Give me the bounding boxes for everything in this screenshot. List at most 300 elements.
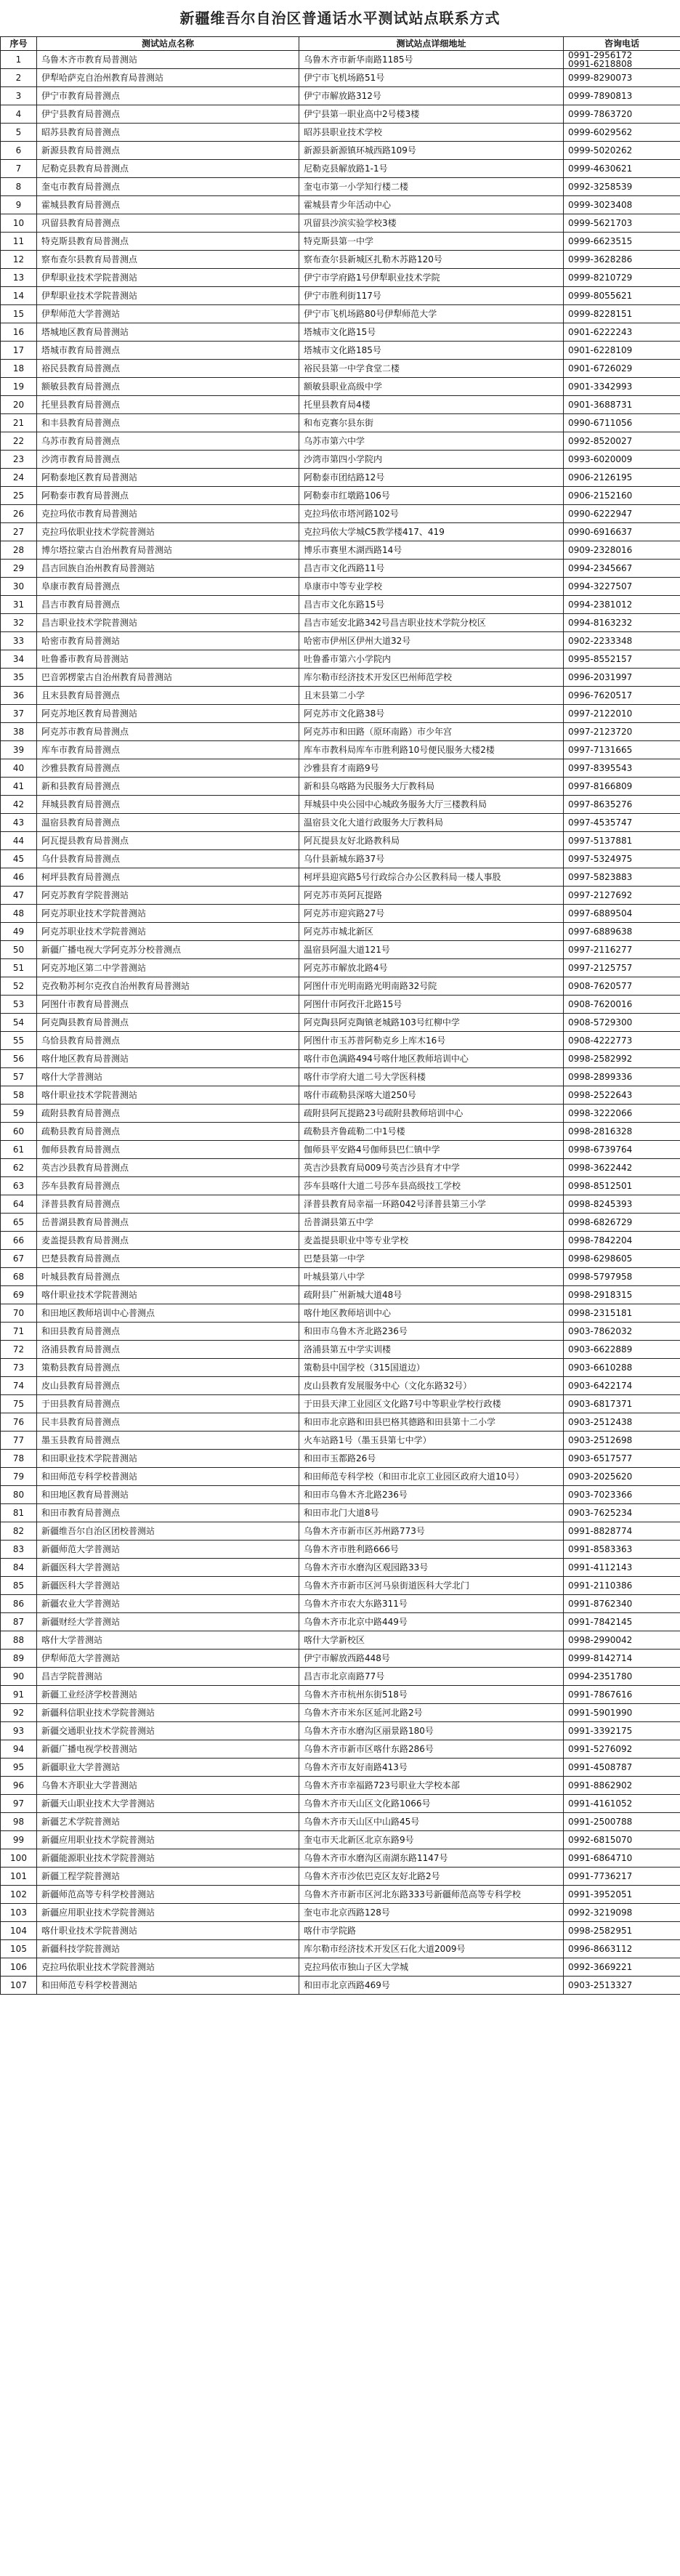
cell-phone bbox=[564, 523, 680, 541]
cell-phone bbox=[564, 1395, 680, 1413]
cell-site-address: 乌鲁木齐市沙依巴克区友好北路2号 bbox=[299, 1868, 564, 1886]
table-row bbox=[1, 1577, 680, 1595]
phone-number: 0991-2110386 bbox=[568, 1580, 633, 1591]
cell-site-address: 阿克陶县阿克陶镇老城路103号红柳中学 bbox=[299, 1014, 564, 1032]
cell-phone bbox=[564, 796, 680, 814]
cell-phone bbox=[564, 69, 680, 87]
phone-number: 0993-6020009 bbox=[568, 454, 633, 464]
cell-site-address: 喀什市学府大道二号大学医科楼 bbox=[299, 1068, 564, 1086]
table-row bbox=[1, 923, 680, 941]
phone-number: 0902-2233348 bbox=[568, 636, 633, 646]
phone-number: 0999-6029562 bbox=[568, 127, 633, 137]
cell-index: 39 bbox=[1, 741, 37, 759]
cell-index: 63 bbox=[1, 1177, 37, 1195]
phone-number: 0992-3219098 bbox=[568, 1907, 633, 1918]
table-row bbox=[1, 342, 680, 360]
table-row bbox=[1, 1304, 680, 1323]
cell-phone bbox=[564, 305, 680, 323]
phone-number: 0906-2152160 bbox=[568, 490, 633, 501]
phone-number: 0998-6826729 bbox=[568, 1217, 633, 1227]
cell-site-address: 塔城市文化路185号 bbox=[299, 342, 564, 360]
cell-index: 43 bbox=[1, 814, 37, 832]
cell-index: 58 bbox=[1, 1086, 37, 1105]
cell-phone bbox=[564, 905, 680, 923]
cell-site-name: 克拉玛依职业技术学院普测站 bbox=[37, 1958, 299, 1977]
cell-phone bbox=[564, 1105, 680, 1123]
cell-site-name: 昌吉回族自治州教育局普测站 bbox=[37, 560, 299, 578]
phone-number: 0994-2351780 bbox=[568, 1671, 633, 1681]
cell-site-address: 伊宁市胜利街117号 bbox=[299, 287, 564, 305]
cell-index: 35 bbox=[1, 669, 37, 687]
phone-number: 0995-8552157 bbox=[568, 654, 633, 664]
cell-phone bbox=[564, 1886, 680, 1904]
phone-number: 0994-8163232 bbox=[568, 618, 633, 628]
cell-index: 15 bbox=[1, 305, 37, 323]
table-row bbox=[1, 560, 680, 578]
cell-site-name: 乌什县教育局普测点 bbox=[37, 850, 299, 868]
cell-phone bbox=[564, 1613, 680, 1631]
phone-number: 0999-3023408 bbox=[568, 200, 633, 210]
cell-index: 32 bbox=[1, 614, 37, 632]
cell-phone bbox=[564, 1795, 680, 1813]
cell-phone bbox=[564, 1432, 680, 1450]
cell-index: 6 bbox=[1, 142, 37, 160]
cell-index: 5 bbox=[1, 124, 37, 142]
cell-site-name: 麦盖提县教育局普测点 bbox=[37, 1232, 299, 1250]
cell-site-address: 和田市北京西路469号 bbox=[299, 1977, 564, 1995]
table-header-row bbox=[1, 37, 680, 51]
cell-site-address: 塔城市文化路15号 bbox=[299, 323, 564, 342]
cell-index: 107 bbox=[1, 1977, 37, 1995]
cell-site-address: 乌鲁木齐市友好南路413号 bbox=[299, 1759, 564, 1777]
cell-phone bbox=[564, 1359, 680, 1377]
cell-site-name: 且末县教育局普测点 bbox=[37, 687, 299, 705]
cell-site-address: 和田市乌鲁木齐北路236号 bbox=[299, 1486, 564, 1504]
table-row bbox=[1, 1086, 680, 1105]
cell-site-address: 裕民县第一中学食堂二楼 bbox=[299, 360, 564, 378]
cell-phone bbox=[564, 1468, 680, 1486]
phone-number: 0908-5729300 bbox=[568, 1017, 633, 1027]
cell-site-address: 昌吉市文化东路15号 bbox=[299, 596, 564, 614]
cell-site-address: 哈密市伊州区伊州大道32号 bbox=[299, 632, 564, 650]
cell-index: 66 bbox=[1, 1232, 37, 1250]
phone-number: 0991-8862902 bbox=[568, 1780, 633, 1790]
cell-site-name: 和田地区教育局普测站 bbox=[37, 1486, 299, 1504]
cell-site-name: 疏勒县教育局普测点 bbox=[37, 1123, 299, 1141]
cell-site-name: 新疆维吾尔自治区团校普测站 bbox=[37, 1522, 299, 1541]
table-row bbox=[1, 1232, 680, 1250]
cell-site-address: 喀什地区教师培训中心 bbox=[299, 1304, 564, 1323]
cell-phone bbox=[564, 1141, 680, 1159]
table-row bbox=[1, 850, 680, 868]
cell-phone bbox=[564, 51, 680, 69]
phone-number: 0994-2345667 bbox=[568, 563, 633, 573]
cell-phone bbox=[564, 414, 680, 432]
cell-index: 77 bbox=[1, 1432, 37, 1450]
cell-index: 10 bbox=[1, 214, 37, 233]
cell-phone bbox=[564, 251, 680, 269]
cell-index: 57 bbox=[1, 1068, 37, 1086]
table-row bbox=[1, 1595, 680, 1613]
cell-index: 16 bbox=[1, 323, 37, 342]
cell-index: 14 bbox=[1, 287, 37, 305]
phone-number: 0991-8762340 bbox=[568, 1599, 633, 1609]
cell-site-name: 喀什职业技术学院普测站 bbox=[37, 1286, 299, 1304]
phone-number: 0990-6222947 bbox=[568, 509, 633, 519]
cell-index: 65 bbox=[1, 1214, 37, 1232]
cell-site-address: 岳普湖县第五中学 bbox=[299, 1214, 564, 1232]
table-row bbox=[1, 1123, 680, 1141]
phone-number: 0999-8290073 bbox=[568, 73, 633, 83]
phone-number: 0999-6623515 bbox=[568, 236, 633, 246]
table-row bbox=[1, 596, 680, 614]
table-row bbox=[1, 1940, 680, 1958]
table-row bbox=[1, 1668, 680, 1686]
cell-site-name: 伊犁职业技术学院普测站 bbox=[37, 287, 299, 305]
phone-number: 0996-7620517 bbox=[568, 690, 633, 700]
cell-phone bbox=[564, 923, 680, 941]
cell-index: 61 bbox=[1, 1141, 37, 1159]
phone-number: 0991-6218808 bbox=[568, 59, 633, 69]
cell-phone bbox=[564, 124, 680, 142]
cell-phone bbox=[564, 160, 680, 178]
phone-number: 0991-3952051 bbox=[568, 1889, 633, 1899]
cell-site-address: 伊宁县第一职业高中2号楼3楼 bbox=[299, 105, 564, 124]
table-row bbox=[1, 759, 680, 778]
phone-number: 0997-2127692 bbox=[568, 890, 633, 900]
cell-phone bbox=[564, 1214, 680, 1232]
cell-phone bbox=[564, 1922, 680, 1940]
cell-phone bbox=[564, 1123, 680, 1141]
cell-site-address: 托里县教育局4楼 bbox=[299, 396, 564, 414]
cell-phone bbox=[564, 1686, 680, 1704]
cell-phone bbox=[564, 1831, 680, 1849]
cell-site-name: 疏附县教育局普测点 bbox=[37, 1105, 299, 1123]
cell-site-address: 阿图什市光明南路光明南路32号院 bbox=[299, 977, 564, 996]
cell-phone bbox=[564, 1577, 680, 1595]
phone-number: 0903-6817371 bbox=[568, 1399, 633, 1409]
cell-phone bbox=[564, 323, 680, 342]
table-row bbox=[1, 1032, 680, 1050]
cell-site-name: 塔城市教育局普测点 bbox=[37, 342, 299, 360]
cell-site-address: 沙雅县育才南路9号 bbox=[299, 759, 564, 778]
phone-number: 0992-6815070 bbox=[568, 1835, 633, 1845]
header-index: 序号 bbox=[1, 37, 37, 51]
cell-site-address: 巴楚县第一中学 bbox=[299, 1250, 564, 1268]
cell-site-name: 阿克苏职业技术学院普测站 bbox=[37, 905, 299, 923]
table-row bbox=[1, 887, 680, 905]
cell-phone bbox=[564, 1650, 680, 1668]
cell-site-name: 新疆师范大学普测站 bbox=[37, 1541, 299, 1559]
phone-number: 0903-2512698 bbox=[568, 1435, 633, 1445]
cell-site-name: 阿克苏教育学院普测站 bbox=[37, 887, 299, 905]
cell-phone bbox=[564, 87, 680, 105]
cell-site-name: 尼勒克县教育局普测点 bbox=[37, 160, 299, 178]
cell-phone bbox=[564, 741, 680, 759]
cell-site-address: 阿勒泰市团结路12号 bbox=[299, 469, 564, 487]
phone-number: 0909-2328016 bbox=[568, 545, 633, 555]
table-row bbox=[1, 124, 680, 142]
cell-phone bbox=[564, 1868, 680, 1886]
cell-index: 94 bbox=[1, 1740, 37, 1759]
cell-index: 56 bbox=[1, 1050, 37, 1068]
table-row bbox=[1, 1813, 680, 1831]
cell-phone bbox=[564, 1704, 680, 1722]
cell-phone bbox=[564, 1068, 680, 1086]
cell-index: 3 bbox=[1, 87, 37, 105]
cell-phone bbox=[564, 505, 680, 523]
cell-site-address: 阿克苏市英阿瓦提路 bbox=[299, 887, 564, 905]
cell-site-name: 克孜勒苏柯尔克孜自治州教育局普测站 bbox=[37, 977, 299, 996]
cell-site-name: 喀什大学普测站 bbox=[37, 1068, 299, 1086]
phone-number: 0999-8142714 bbox=[568, 1653, 633, 1663]
cell-phone bbox=[564, 1940, 680, 1958]
table-row bbox=[1, 541, 680, 560]
cell-site-name: 伊宁县教育局普测点 bbox=[37, 105, 299, 124]
cell-index: 89 bbox=[1, 1650, 37, 1668]
phone-number: 0903-6610288 bbox=[568, 1362, 633, 1373]
cell-phone bbox=[564, 1341, 680, 1359]
cell-phone bbox=[564, 287, 680, 305]
cell-index: 46 bbox=[1, 868, 37, 887]
cell-index: 72 bbox=[1, 1341, 37, 1359]
cell-index: 13 bbox=[1, 269, 37, 287]
cell-phone bbox=[564, 1958, 680, 1977]
cell-site-address: 乌鲁木齐市水磨沟区南湖东路1147号 bbox=[299, 1849, 564, 1868]
phone-number: 0997-5137881 bbox=[568, 836, 633, 846]
cell-site-name: 新疆医科大学普测站 bbox=[37, 1577, 299, 1595]
cell-phone bbox=[564, 1904, 680, 1922]
cell-site-name: 拜城县教育局普测点 bbox=[37, 796, 299, 814]
cell-site-name: 喀什职业技术学院普测站 bbox=[37, 1086, 299, 1105]
cell-site-address: 克拉玛依市独山子区大学城 bbox=[299, 1958, 564, 1977]
cell-site-address: 乌鲁木齐市胜利路666号 bbox=[299, 1541, 564, 1559]
cell-site-name: 皮山县教育局普测点 bbox=[37, 1377, 299, 1395]
table-row bbox=[1, 1159, 680, 1177]
cell-site-address: 于田县天津工业园区文化路7号中等职业学校行政楼 bbox=[299, 1395, 564, 1413]
phone-number: 0999-7890813 bbox=[568, 91, 633, 101]
phone-number: 0998-2582992 bbox=[568, 1054, 633, 1064]
cell-site-address: 喀什大学新校区 bbox=[299, 1631, 564, 1650]
cell-site-name: 阜康市教育局普测点 bbox=[37, 578, 299, 596]
cell-site-address: 柯坪县迎宾路5号行政综合办公区教科局一楼人事股 bbox=[299, 868, 564, 887]
cell-site-name: 伊犁职业技术学院普测站 bbox=[37, 269, 299, 287]
phone-number: 0998-2582951 bbox=[568, 1926, 633, 1936]
table-row bbox=[1, 959, 680, 977]
cell-site-name: 和田市教育局普测点 bbox=[37, 1504, 299, 1522]
cell-phone bbox=[564, 1777, 680, 1795]
table-row bbox=[1, 1177, 680, 1195]
cell-phone bbox=[564, 814, 680, 832]
table-row bbox=[1, 323, 680, 342]
cell-index: 48 bbox=[1, 905, 37, 923]
cell-site-address: 乌鲁木齐市新市区苏州路773号 bbox=[299, 1522, 564, 1541]
cell-site-name: 库车市教育局普测点 bbox=[37, 741, 299, 759]
cell-site-name: 克拉玛依职业技术学院普测站 bbox=[37, 523, 299, 541]
phone-number: 0999-5621703 bbox=[568, 218, 633, 228]
cell-site-address: 乌鲁木齐市新市区喀什东路286号 bbox=[299, 1740, 564, 1759]
cell-index: 25 bbox=[1, 487, 37, 505]
cell-phone bbox=[564, 1559, 680, 1577]
cell-site-address: 阿克苏市解放北路4号 bbox=[299, 959, 564, 977]
cell-phone bbox=[564, 1413, 680, 1432]
cell-site-name: 新源县教育局普测点 bbox=[37, 142, 299, 160]
table-row bbox=[1, 1413, 680, 1432]
cell-site-address: 察布查尔县新城区扎勒木苏路120号 bbox=[299, 251, 564, 269]
cell-site-name: 柯坪县教育局普测点 bbox=[37, 868, 299, 887]
cell-index: 41 bbox=[1, 778, 37, 796]
cell-index: 67 bbox=[1, 1250, 37, 1268]
phone-number: 0991-2956172 bbox=[568, 50, 633, 60]
cell-site-name: 博尔塔拉蒙古自治州教育局普测站 bbox=[37, 541, 299, 560]
cell-site-name: 沙湾市教育局普测点 bbox=[37, 451, 299, 469]
table-row bbox=[1, 1468, 680, 1486]
phone-number: 0997-2125757 bbox=[568, 963, 633, 973]
cell-site-address: 乌鲁木齐市新华南路1185号 bbox=[299, 51, 564, 69]
cell-site-address: 乌鲁木齐市水磨沟区观园路33号 bbox=[299, 1559, 564, 1577]
cell-index: 30 bbox=[1, 578, 37, 596]
cell-phone bbox=[564, 1668, 680, 1686]
cell-site-name: 阿克苏市教育局普测点 bbox=[37, 723, 299, 741]
cell-site-address: 奎屯市第一小学知行楼二楼 bbox=[299, 178, 564, 196]
cell-phone bbox=[564, 1304, 680, 1323]
cell-site-name: 新疆应用职业技术学院普测站 bbox=[37, 1904, 299, 1922]
cell-phone bbox=[564, 1377, 680, 1395]
cell-index: 50 bbox=[1, 941, 37, 959]
cell-site-name: 喀什职业技术学院普测站 bbox=[37, 1922, 299, 1940]
cell-site-address: 和布克赛尔县东街 bbox=[299, 414, 564, 432]
cell-site-address: 吐鲁番市第六小学院内 bbox=[299, 650, 564, 669]
cell-index: 34 bbox=[1, 650, 37, 669]
cell-phone bbox=[564, 778, 680, 796]
cell-site-name: 和田师范专科学校普测站 bbox=[37, 1977, 299, 1995]
table-row bbox=[1, 1286, 680, 1304]
cell-phone bbox=[564, 1323, 680, 1341]
table-row bbox=[1, 87, 680, 105]
table-row bbox=[1, 687, 680, 705]
cell-phone bbox=[564, 650, 680, 669]
table-row bbox=[1, 632, 680, 650]
phone-number: 0990-6711056 bbox=[568, 418, 633, 428]
phone-number: 0998-2315181 bbox=[568, 1308, 633, 1318]
cell-site-address: 和田市北京路和田县巴格其德路和田县第十二小学 bbox=[299, 1413, 564, 1432]
phone-number: 0901-3688731 bbox=[568, 400, 633, 410]
cell-site-name: 新疆师范高等专科学校普测站 bbox=[37, 1886, 299, 1904]
cell-site-address: 泽普县教育局幸福一环路042号泽普县第三小学 bbox=[299, 1195, 564, 1214]
cell-site-address: 伊宁市解放西路448号 bbox=[299, 1650, 564, 1668]
cell-site-address: 阜康市中等专业学校 bbox=[299, 578, 564, 596]
table-body bbox=[1, 51, 680, 1995]
table-row bbox=[1, 1559, 680, 1577]
table-row bbox=[1, 1432, 680, 1450]
page-title: 新疆维吾尔自治区普通话水平测试站点联系方式 bbox=[179, 9, 501, 27]
phone-number: 0903-6622889 bbox=[568, 1344, 633, 1354]
table-row bbox=[1, 378, 680, 396]
phone-number: 0999-5020262 bbox=[568, 145, 633, 156]
cell-site-name: 于田县教育局普测点 bbox=[37, 1395, 299, 1413]
cell-site-name: 新疆交通职业技术学院普测站 bbox=[37, 1722, 299, 1740]
cell-phone bbox=[564, 1977, 680, 1995]
table-row bbox=[1, 741, 680, 759]
table-row bbox=[1, 1195, 680, 1214]
table-row bbox=[1, 1486, 680, 1504]
cell-site-address: 乌鲁木齐市北京中路449号 bbox=[299, 1613, 564, 1631]
cell-site-address: 乌鲁木齐市天山区文化路1066号 bbox=[299, 1795, 564, 1813]
cell-index: 87 bbox=[1, 1613, 37, 1631]
table-row bbox=[1, 905, 680, 923]
cell-phone bbox=[564, 269, 680, 287]
cell-phone bbox=[564, 1032, 680, 1050]
cell-site-name: 托里县教育局普测点 bbox=[37, 396, 299, 414]
cell-site-address: 新源县新源镇环城西路109号 bbox=[299, 142, 564, 160]
phone-number: 0998-2990042 bbox=[568, 1635, 633, 1645]
phone-number: 0903-7023366 bbox=[568, 1490, 633, 1500]
cell-site-address: 叶城县第八中学 bbox=[299, 1268, 564, 1286]
cell-index: 70 bbox=[1, 1304, 37, 1323]
table-row bbox=[1, 1014, 680, 1032]
table-row bbox=[1, 178, 680, 196]
cell-phone bbox=[564, 596, 680, 614]
phone-number: 0998-6739764 bbox=[568, 1144, 633, 1155]
table-row bbox=[1, 451, 680, 469]
cell-phone bbox=[564, 1541, 680, 1559]
cell-phone bbox=[564, 541, 680, 560]
cell-phone bbox=[564, 1740, 680, 1759]
phone-number: 0991-5901990 bbox=[568, 1708, 633, 1718]
phone-number: 0998-8245393 bbox=[568, 1199, 633, 1209]
cell-site-name: 克拉玛依市教育局普测站 bbox=[37, 505, 299, 523]
cell-site-address: 乌鲁木齐市杭州东街518号 bbox=[299, 1686, 564, 1704]
cell-phone bbox=[564, 1250, 680, 1268]
cell-index: 19 bbox=[1, 378, 37, 396]
phone-number: 0991-7736217 bbox=[568, 1871, 633, 1881]
cell-site-address: 莎车县喀什大道二号莎车县高级技工学校 bbox=[299, 1177, 564, 1195]
cell-site-address: 乌鲁木齐市新市区河北东路333号新疆师范高等专科学校 bbox=[299, 1886, 564, 1904]
table-row bbox=[1, 1504, 680, 1522]
table-row bbox=[1, 1686, 680, 1704]
cell-site-address: 特克斯县第一中学 bbox=[299, 233, 564, 251]
cell-site-name: 新和县教育局普测点 bbox=[37, 778, 299, 796]
cell-index: 93 bbox=[1, 1722, 37, 1740]
cell-site-name: 英吉沙县教育局普测点 bbox=[37, 1159, 299, 1177]
table-row bbox=[1, 142, 680, 160]
phone-number: 0906-2126195 bbox=[568, 472, 633, 483]
cell-index: 76 bbox=[1, 1413, 37, 1432]
phone-number: 0998-3622442 bbox=[568, 1163, 633, 1173]
cell-index: 104 bbox=[1, 1922, 37, 1940]
phone-number: 0903-7862032 bbox=[568, 1326, 633, 1336]
cell-phone bbox=[564, 1722, 680, 1740]
table-row bbox=[1, 1068, 680, 1086]
cell-phone bbox=[564, 996, 680, 1014]
phone-number: 0903-2513327 bbox=[568, 1980, 633, 1990]
cell-site-name: 奎屯市教育局普测点 bbox=[37, 178, 299, 196]
table-row bbox=[1, 814, 680, 832]
table-row bbox=[1, 796, 680, 814]
phone-number: 0991-7867616 bbox=[568, 1689, 633, 1700]
cell-phone bbox=[564, 941, 680, 959]
cell-index: 86 bbox=[1, 1595, 37, 1613]
cell-index: 42 bbox=[1, 796, 37, 814]
cell-site-address: 火车站路1号（墨玉县第七中学） bbox=[299, 1432, 564, 1450]
table-row bbox=[1, 69, 680, 87]
cell-phone bbox=[564, 868, 680, 887]
cell-site-name: 阿勒泰市教育局普测点 bbox=[37, 487, 299, 505]
phone-number: 0999-7863720 bbox=[568, 109, 633, 119]
cell-site-name: 巴音郭楞蒙古自治州教育局普测站 bbox=[37, 669, 299, 687]
cell-index: 29 bbox=[1, 560, 37, 578]
cell-phone bbox=[564, 705, 680, 723]
